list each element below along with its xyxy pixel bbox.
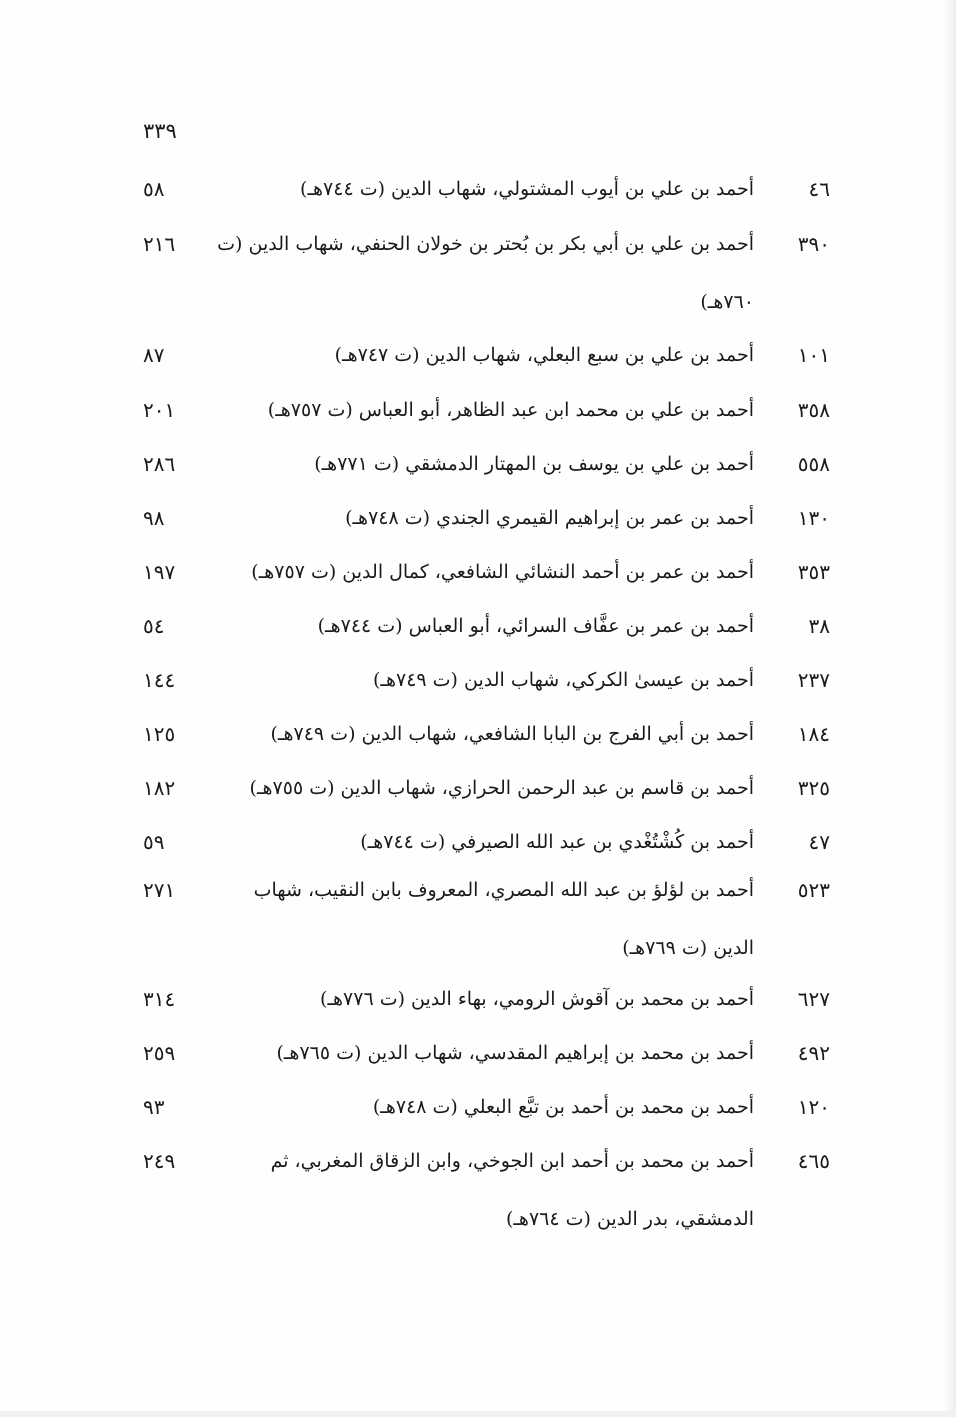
entry-name: أحمد بن علي بن أبي بكر بن بُحتر بن خولان الحنفي، شهاب الدين (ت ٧٦٠هـ) [217, 233, 754, 313]
entry-name: أحمد بن علي بن أيوب المشتولي، شهاب الدين (ت ٧٤٤هـ) [300, 178, 754, 200]
entry-name: أحمد بن علي بن محمد ابن عبد الظاهر، أبو العباس (ت ٧٥٧هـ) [267, 399, 754, 421]
entry-number: ١٨٤ [797, 722, 830, 746]
entry-name: أحمد بن عمر بن إبراهيم القيمري الجندي (ت ٧٤٨هـ) [345, 507, 754, 529]
page-bottom-edge [0, 1411, 956, 1417]
entry-page-ref: ٢١٦ [143, 232, 176, 256]
entry-name: أحمد بن محمد بن آقوش الرومي، بهاء الدين (ت ٧٧٦هـ) [320, 988, 754, 1010]
entry-name: أحمد بن علي بن سبع البعلي، شهاب الدين (ت ٧٤٧هـ) [334, 344, 754, 366]
entry-name: أحمد بن عيسىٰ الكركي، شهاب الدين (ت ٧٤٩هـ) [373, 669, 754, 691]
entry-number: ٦٢٧ [797, 987, 830, 1011]
entry-number: ٣٨ [808, 614, 830, 638]
entry-page-ref: ٢٧١ [143, 878, 176, 902]
entry-number: ٣٥٨ [797, 398, 830, 422]
entry-page-ref: ٢٨٦ [143, 452, 176, 476]
entry-number: ٣٥٣ [797, 560, 830, 584]
entry-number: ٣٢٥ [797, 776, 830, 800]
entry-number: ٥٥٨ [797, 452, 830, 476]
entry-name: أحمد بن عمر بن عفَّاف السرائي، أبو العباس (ت ٧٤٤هـ) [317, 615, 754, 637]
entry-name: أحمد بن لؤلؤ بن عبد الله المصري، المعروف بابن النقيب، شهاب الدين (ت ٧٦٩هـ) [253, 879, 754, 959]
entry-name: أحمد بن أبي الفرج بن البابا الشافعي، شهاب الدين (ت ٧٤٩هـ) [270, 723, 754, 745]
entry-page-ref: ١٢٥ [143, 722, 176, 746]
entry-number: ١٠١ [797, 343, 830, 367]
entry-name: أحمد بن قاسم بن عبد الرحمن الحرازي، شهاب الدين (ت ٧٥٥هـ) [249, 777, 754, 799]
entry-number: ٤٦٥ [797, 1149, 830, 1173]
entry-number: ٤٦ [808, 177, 830, 201]
entry-page-ref: ٢٥٩ [143, 1041, 176, 1065]
page-number: ٣٣٩ [143, 119, 177, 143]
entry-number: ٣٩٠ [797, 232, 830, 256]
entry-number: ٤٧ [808, 830, 830, 854]
entry-page-ref: ٥٨ [143, 177, 165, 201]
entry-page-ref: ٥٤ [143, 614, 165, 638]
entry-page-ref: ٩٨ [143, 506, 165, 530]
entry-number: ٥٢٣ [797, 878, 830, 902]
entry-name: أحمد بن عمر بن أحمد النشائي الشافعي، كمال الدين (ت ٧٥٧هـ) [251, 561, 754, 583]
entry-name: أحمد بن محمد بن أحمد ابن الجوخي، وابن الزقاق المغربي، ثم الدمشقي، بدر الدين (ت ٧٦٤هـ) [270, 1150, 754, 1230]
entry-page-ref: ٨٧ [143, 343, 165, 367]
entry-number: ١٣٠ [797, 506, 830, 530]
entry-page-ref: ٣١٤ [143, 987, 176, 1011]
entry-page-ref: ١٩٧ [143, 560, 176, 584]
entry-page-ref: ٩٣ [143, 1095, 165, 1119]
entry-number: ١٢٠ [797, 1095, 830, 1119]
entry-number: ٢٣٧ [797, 668, 830, 692]
entry-name: أحمد بن محمد بن أحمد بن تبَّع البعلي (ت ٧٤٨هـ) [372, 1096, 754, 1118]
entry-name: أحمد بن علي بن يوسف بن المهتار الدمشقي (ت ٧٧١هـ) [314, 453, 754, 475]
entry-page-ref: ١٤٤ [143, 668, 176, 692]
entry-name: أحمد بن كُشْتُغْدي بن عبد الله الصيرفي (ت ٧٤٤هـ) [360, 831, 754, 853]
page-edge-shadow [944, 0, 956, 1417]
entry-number: ٤٩٢ [797, 1041, 830, 1065]
entry-page-ref: ٢٠١ [143, 398, 176, 422]
entry-name: أحمد بن محمد بن إبراهيم المقدسي، شهاب الدين (ت ٧٦٥هـ) [276, 1042, 754, 1064]
entry-page-ref: ٥٩ [143, 830, 165, 854]
entry-page-ref: ٢٤٩ [143, 1149, 176, 1173]
entry-page-ref: ١٨٢ [143, 776, 176, 800]
